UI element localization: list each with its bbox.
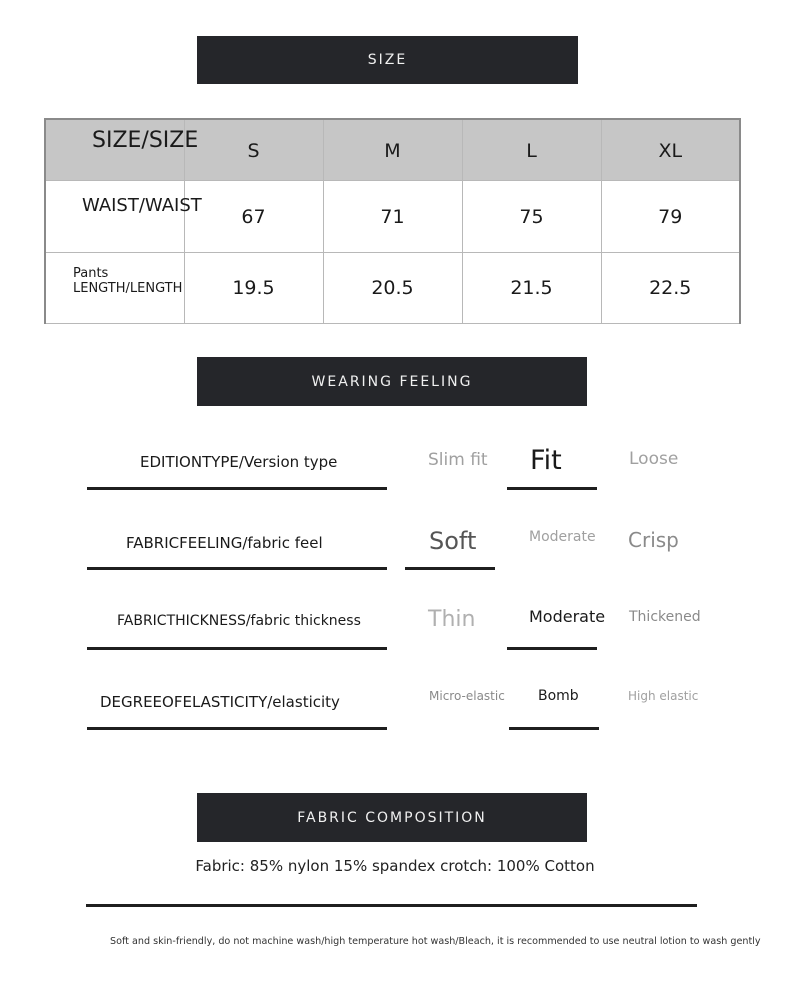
size-section-title: SIZE — [367, 52, 408, 68]
table-cell: 22.5 — [601, 253, 740, 324]
table-cell: 75 — [462, 181, 601, 253]
waist-row-label: WAIST/WAIST — [45, 181, 184, 253]
selected-underline — [507, 647, 597, 650]
option-bomb-selected: Bomb — [538, 688, 579, 704]
wearing-feeling-banner — [197, 357, 587, 406]
wearing-feeling-title: WEARING FEELING — [311, 373, 473, 390]
elasticity-underline — [87, 727, 387, 730]
version-type-label: EDITIONTYPE/Version type — [140, 453, 338, 471]
fabric-thickness-label: FABRICTHICKNESS/fabric thickness — [117, 613, 361, 629]
selected-underline — [405, 567, 495, 570]
size-section-banner — [197, 36, 578, 84]
fabric-composition-title: FABRIC COMPOSITION — [297, 809, 487, 826]
table-cell: 19.5 — [184, 253, 323, 324]
table-cell: 71 — [323, 181, 462, 253]
length-row-label: Pants LENGTH/LENGTH — [45, 253, 184, 324]
option-thin: Thin — [428, 607, 476, 632]
fabric-composition-banner — [197, 793, 587, 842]
fabric-feel-label: FABRICFEELING/fabric feel — [126, 534, 323, 552]
size-table-header-row — [45, 119, 740, 181]
size-table-header-cell: S — [184, 119, 323, 181]
option-high-elastic: High elastic — [628, 689, 699, 703]
selected-underline — [507, 487, 597, 490]
fabric-feel-underline — [87, 567, 387, 570]
table-row — [45, 181, 740, 253]
fabric-thickness-underline — [87, 647, 387, 650]
fabric-divider — [86, 904, 697, 907]
option-slim-fit: Slim fit — [428, 450, 488, 470]
size-table-header-cell: L — [462, 119, 601, 181]
fabric-composition-text: Fabric: 85% nylon 15% spandex crotch: 100% Cotton — [195, 857, 595, 875]
option-loose: Loose — [629, 449, 679, 469]
size-table-header-label: SIZE/SIZE — [45, 119, 184, 181]
option-micro-elastic: Micro-elastic — [429, 689, 505, 703]
table-cell: 79 — [601, 181, 740, 253]
table-row — [45, 253, 740, 324]
option-moderate-selected: Moderate — [529, 607, 606, 626]
table-cell: 21.5 — [462, 253, 601, 324]
option-fit-selected: Fit — [530, 445, 562, 476]
option-thickened: Thickened — [629, 609, 701, 625]
option-moderate: Moderate — [529, 529, 596, 545]
version-type-underline — [87, 487, 387, 490]
table-cell: 67 — [184, 181, 323, 253]
selected-underline — [509, 727, 599, 730]
elasticity-label: DEGREEOFELASTICITY/elasticity — [100, 693, 340, 711]
size-table — [44, 118, 741, 324]
size-table-header-cell: XL — [601, 119, 740, 181]
table-cell: 20.5 — [323, 253, 462, 324]
option-soft-selected: Soft — [429, 527, 477, 555]
care-instructions: Soft and skin-friendly, do not machine wash/high temperature hot wash/Bleach, it is recommended to use neutral lotion to wash gently — [110, 936, 761, 947]
option-crisp: Crisp — [628, 528, 679, 552]
size-table-header-cell: M — [323, 119, 462, 181]
